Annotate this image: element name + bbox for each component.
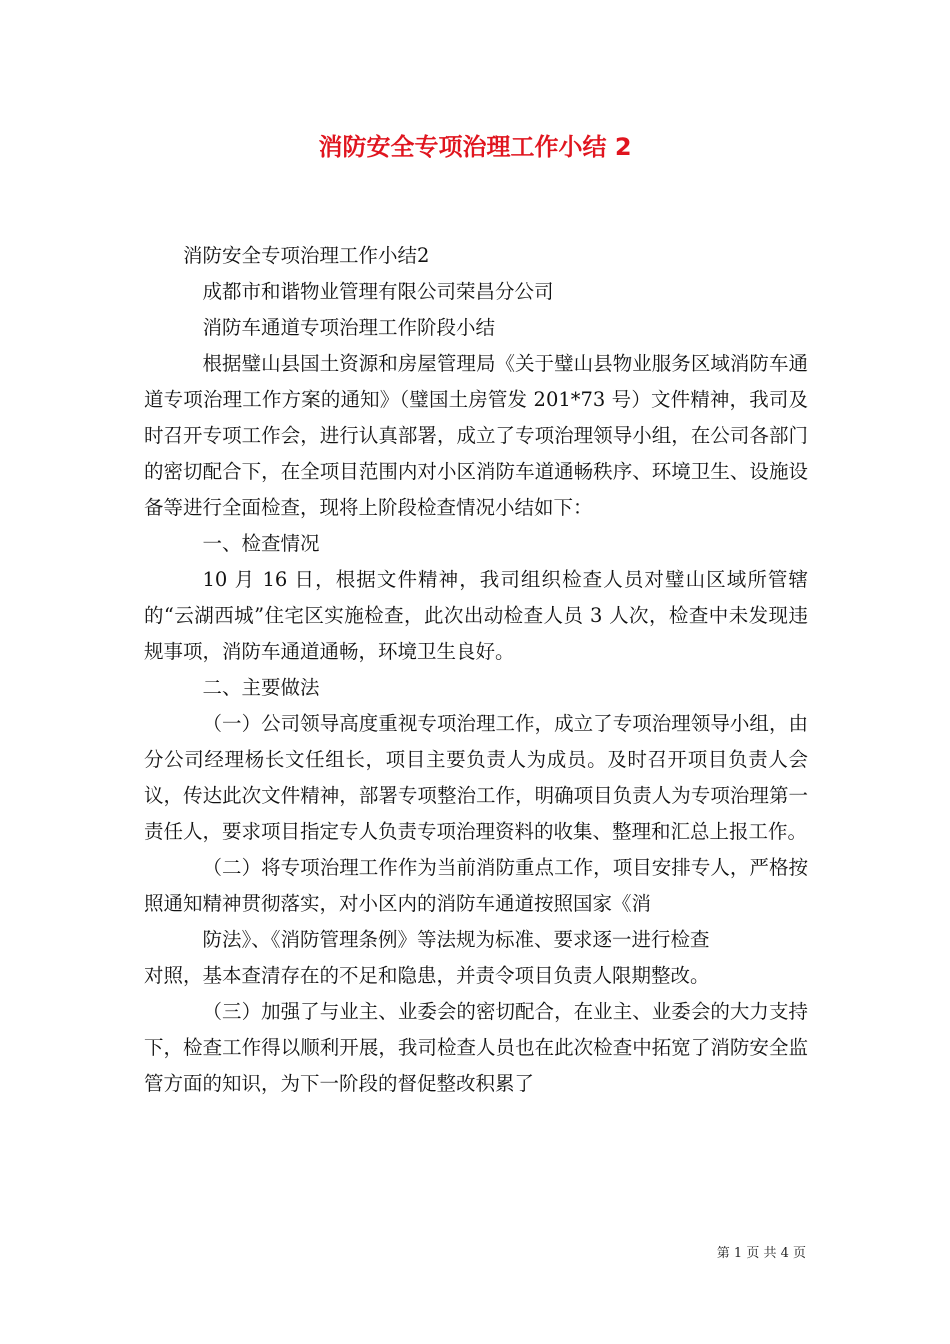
paragraph-intro: 根据璧山县国土资源和房屋管理局《关于璧山县物业服务区域消防车通道专项治理工作方案的通知》（璧国土房管发 201*73 号）文件精神，我司及时召开专项工作会，进行认真部署，成立了专项治理领导小组，在公司各部门的密切配合下，在全项目范围内对小区消防车道通畅秩序、环境卫生、设施设备等进行全面检查，现将上阶段检查情况小结如下： [144, 352, 808, 519]
page-number-label: 第 1 页 共 4 页 [716, 1246, 806, 1261]
paragraph-method-2-end: 对照，基本查清存在的不足和隐患，并责令项目负责人限期整改。 [144, 964, 710, 987]
paragraph-method-1: （一）公司领导高度重视专项治理工作，成立了专项治理领导小组，由分公司经理杨长文任组长，项目主要负责人为成员。及时召开项目负责人会议，传达此次文件精神，部署专项整治工作，明确项目负责人为专项治理第一责任人，要求项目指定专人负责专项治理资料的收集、整理和汇总上报工作。 [144, 712, 808, 843]
document-title: 消防安全专项治理工作小结 2 [318, 133, 632, 161]
section-heading-methods: 二、主要做法 [202, 676, 320, 699]
page-number [717, 1245, 806, 1263]
paragraph-inspection: 10 月 16 日，根据文件精神，我司组织检查人员对璧山区域所管辖的“云湖西城”住宅区实施检查，此次出动检查人员 3 人次，检查中未发现违规事项，消防车通道通畅，环境卫生良好。 [144, 568, 808, 663]
paragraph-method-2-cont: 防法》、《消防管理条例》等法规为标准、要求逐一进行检查 [202, 928, 710, 951]
paragraph-heading: 消防安全专项治理工作小结2 [183, 244, 430, 267]
paragraph-subtitle: 消防车通道专项治理工作阶段小结 [202, 316, 496, 339]
paragraph-method-2: （二）将专项治理工作作为当前消防重点工作，项目安排专人，严格按照通知精神贯彻落实，对小区内的消防车通道按照国家《消 [144, 856, 808, 915]
section-heading-inspection: 一、检查情况 [202, 532, 320, 555]
paragraph-company: 成都市和谐物业管理有限公司荣昌分公司 [202, 280, 554, 303]
document-body [144, 238, 808, 1102]
paragraph-method-3: （三）加强了与业主、业委会的密切配合，在业主、业委会的大力支持下，检查工作得以顺利开展，我司检查人员也在此次检查中拓宽了消防安全监管方面的知识，为下一阶段的督促整改积累了 [144, 1000, 808, 1095]
